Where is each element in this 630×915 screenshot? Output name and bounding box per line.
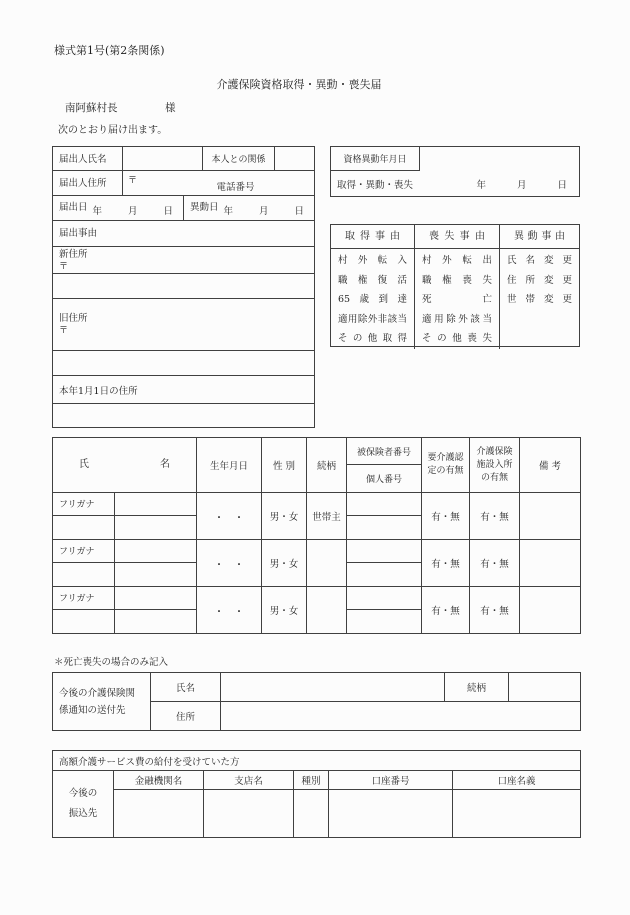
account-number-field — [329, 790, 453, 837]
name-subrow — [53, 563, 196, 586]
care-cert-field: 有・無 — [422, 540, 470, 586]
change-reason-header: 異動事由 — [514, 231, 565, 242]
form-title: 介護保険資格取得・異動・喪失届 — [216, 78, 382, 91]
reason-item: 世帯変更 — [507, 294, 572, 305]
new-address-extra-row — [53, 274, 314, 299]
addressee-name: 南阿蘇村長 — [65, 102, 118, 114]
insured-number-header: 被保険者番号 — [347, 438, 421, 465]
name-field — [115, 610, 196, 633]
furigana-field — [115, 493, 196, 515]
reason-table — [330, 224, 580, 347]
relation-header: 続柄 — [307, 438, 347, 492]
furigana-label: フリガナ — [53, 540, 115, 562]
care-cert-field: 有・無 — [422, 493, 470, 539]
jan1-address-row — [53, 376, 314, 404]
old-address-label: 旧住所 — [59, 312, 88, 324]
facility-field: 有・無 — [470, 587, 520, 633]
facility-field: 有・無 — [470, 493, 520, 539]
applicant-address-label: 届出人住所 — [53, 171, 123, 195]
death-loss-note: ＊死亡喪失の場合のみ記入 — [54, 657, 169, 668]
personal-number-field — [347, 610, 421, 633]
relation-to-person-field — [275, 147, 314, 170]
form-number: 様式第1号(第2条関係) — [54, 44, 165, 57]
relation-field — [307, 587, 347, 633]
sex-field: 男・女 — [262, 587, 307, 633]
facility-header-line: 介護保険 — [476, 446, 513, 457]
care-cert-field: 有・無 — [422, 587, 470, 633]
month-unit: 月 — [516, 179, 527, 191]
remarks-field — [520, 540, 580, 586]
acquisition-reason-list — [331, 249, 415, 349]
account-type-field — [294, 790, 329, 837]
name-left-field — [53, 516, 115, 539]
birth-field: ・ ・ — [197, 587, 262, 633]
year-unit: 年 — [223, 206, 233, 217]
member-name-block — [53, 540, 197, 586]
notice-fields — [151, 673, 580, 730]
bank-value-row — [114, 790, 580, 837]
report-date-cell — [53, 196, 184, 220]
notice-name-field — [221, 673, 445, 701]
bank-table — [52, 750, 581, 838]
applicant-address-field — [123, 171, 314, 195]
member-name-block — [53, 493, 197, 539]
phone-label: 電話番号 — [216, 182, 255, 193]
month-unit: 月 — [258, 206, 269, 217]
reason-item: 職権復活 — [338, 274, 407, 286]
report-reason-label: 届出事由 — [59, 228, 98, 239]
insured-number-field — [347, 587, 421, 610]
name-field — [115, 516, 196, 539]
applicant-address-row — [53, 171, 314, 196]
branch-field — [204, 790, 294, 837]
care-cert-header — [422, 438, 470, 492]
reason-item: 死亡 — [422, 294, 492, 305]
furigana-field — [115, 540, 196, 562]
qualification-date-spacer — [420, 147, 579, 171]
personal-number-field — [347, 563, 421, 586]
facility-field: 有・無 — [470, 540, 520, 586]
account-number-header: 口座番号 — [329, 771, 453, 789]
insured-number-field — [347, 540, 421, 563]
facility-header-line: 施設入所 — [476, 459, 513, 470]
insured-number-field — [347, 493, 421, 516]
number-fields — [347, 493, 422, 539]
old-address-cell — [53, 299, 314, 350]
year-unit: 年 — [476, 179, 486, 191]
move-date-label: 異動日 — [190, 202, 219, 213]
member-row — [53, 493, 580, 540]
name-subrow — [53, 610, 196, 633]
notice-address-field — [221, 702, 580, 730]
number-fields — [347, 540, 422, 586]
jan1-address-label: 本年1月1日の住所 — [59, 385, 138, 397]
furigana-subrow — [53, 587, 196, 610]
qualification-type-label: 取得・異動・喪失 — [337, 179, 414, 191]
name-left-field — [53, 563, 115, 586]
notice-address-label: 住所 — [151, 702, 221, 730]
change-reason-list — [500, 249, 579, 349]
notice-body — [53, 673, 580, 730]
remarks-header: 備 考 — [538, 461, 562, 472]
dates-row — [53, 196, 314, 221]
qualification-type-row — [331, 171, 579, 196]
bank-header-row — [114, 771, 580, 790]
relation-to-person-label: 本人との関係 — [203, 147, 275, 170]
name-header-first: 氏 — [79, 459, 123, 470]
notice-name-label: 氏名 — [151, 673, 221, 701]
day-unit: 日 — [294, 206, 304, 217]
payee-label-line: 今後の — [68, 788, 98, 799]
year-unit: 年 — [92, 206, 102, 217]
reason-item: その他喪失 — [422, 333, 492, 344]
old-address-extra-field — [53, 351, 314, 375]
reason-item: 村外転出 — [422, 255, 492, 266]
new-address-row — [53, 247, 314, 274]
member-header-row — [53, 438, 580, 493]
reason-item: 氏名変更 — [507, 255, 572, 266]
acquisition-reason-header: 取得事由 — [331, 225, 415, 248]
relation-field: 世帯主 — [307, 493, 347, 539]
bank-body — [53, 771, 580, 837]
payee-label — [53, 771, 114, 837]
reason-header-row — [331, 225, 579, 249]
old-address-row — [53, 299, 314, 351]
reason-item: 住所変更 — [507, 274, 572, 286]
applicant-name-label: 届出人氏名 — [53, 147, 123, 170]
qualification-date-label: 資格異動年月日 — [331, 147, 420, 171]
intro-text: 次のとおり届け出ます。 — [58, 125, 168, 136]
sex-header: 性 別 — [262, 438, 307, 492]
number-header — [347, 438, 422, 492]
new-address-cell — [53, 247, 314, 273]
sex-field: 男・女 — [262, 493, 307, 539]
financial-institution-field — [114, 790, 204, 837]
postal-mark: 〒 — [59, 262, 69, 272]
bank-fields — [114, 771, 580, 837]
account-name-header: 口座名義 — [497, 776, 536, 787]
payee-label-line: 振込先 — [68, 808, 98, 819]
birth-field: ・ ・ — [197, 540, 262, 586]
qualification-date-row — [331, 147, 579, 171]
relation-field — [307, 540, 347, 586]
care-cert-header-line: 要介護認 — [427, 453, 464, 463]
new-address-label: 新住所 — [59, 249, 88, 260]
name-header-last: 名 — [160, 459, 170, 470]
postal-mark: 〒 — [128, 176, 138, 186]
notice-table — [52, 672, 581, 731]
reason-body-row — [331, 249, 579, 349]
new-address-extra-field — [53, 274, 314, 298]
report-date-units — [53, 203, 183, 217]
old-address-extra-row — [53, 351, 314, 376]
report-reason-row — [53, 221, 314, 247]
facility-header — [470, 438, 520, 492]
member-name-block — [53, 587, 197, 633]
addressee-honorific: 様 — [165, 102, 176, 114]
jan1-address-field-row — [53, 404, 314, 427]
applicant-name-row — [53, 147, 314, 171]
remarks-field — [520, 587, 580, 633]
applicant-name-field — [123, 147, 203, 170]
reason-item: その他取得 — [338, 333, 407, 344]
birth-header: 生年月日 — [197, 438, 262, 492]
jan1-address-field — [53, 404, 314, 427]
reason-item: 適用除外非該当 — [338, 313, 407, 325]
remarks-field — [520, 493, 580, 539]
member-name-header — [53, 438, 197, 492]
financial-institution-header: 金融機関名 — [114, 771, 204, 789]
month-unit: 月 — [127, 206, 138, 217]
name-field — [115, 563, 196, 586]
qualification-box — [330, 146, 580, 197]
branch-header: 支店名 — [204, 771, 294, 789]
move-date-units — [184, 203, 314, 217]
loss-reason-list — [415, 249, 500, 349]
applicant-table — [52, 146, 315, 428]
notice-recipient-label — [53, 673, 151, 730]
member-row — [53, 587, 580, 633]
member-table — [52, 437, 581, 634]
account-name-field — [453, 790, 580, 837]
postal-mark: 〒 — [59, 325, 69, 336]
name-left-field — [53, 610, 115, 633]
bank-title-row — [53, 751, 580, 771]
account-type-header: 種別 — [294, 771, 329, 789]
furigana-subrow — [53, 493, 196, 516]
notice-relation-field — [509, 673, 580, 701]
notice-address-row — [151, 702, 580, 730]
reason-item: 村外転入 — [338, 255, 407, 266]
personal-number-header: 個人番号 — [365, 475, 402, 485]
notice-recipient-line: 係通知の送付先 — [59, 704, 126, 716]
day-unit: 日 — [163, 206, 173, 217]
member-row — [53, 540, 580, 587]
notice-recipient-line: 今後の介護保険関 — [59, 687, 136, 699]
loss-reason-header: 喪失事由 — [415, 225, 500, 248]
report-date-label: 届出日 — [59, 202, 88, 213]
furigana-field — [115, 587, 196, 609]
qualification-date-units — [476, 177, 579, 191]
notice-name-row — [151, 673, 580, 702]
furigana-subrow — [53, 540, 196, 563]
notice-relation-label: 続柄 — [445, 673, 509, 701]
bank-title: 高額介護サービス費の給付を受けていた方 — [59, 757, 240, 768]
sex-field: 男・女 — [262, 540, 307, 586]
facility-header-line: の有無 — [480, 472, 508, 483]
personal-number-field — [347, 516, 421, 539]
furigana-label: フリガナ — [53, 493, 115, 515]
reason-item: 職権喪失 — [422, 274, 492, 286]
reason-item: 65歳到達 — [338, 294, 407, 305]
day-unit: 日 — [557, 179, 567, 191]
birth-field: ・ ・ — [197, 493, 262, 539]
furigana-label: フリガナ — [53, 587, 115, 609]
reason-item: 適用除外該当 — [422, 313, 492, 325]
care-cert-header-line: 定の有無 — [427, 466, 464, 476]
number-fields — [347, 587, 422, 633]
qualification-type-cell — [331, 171, 579, 196]
name-subrow — [53, 516, 196, 539]
addressee-line — [65, 100, 176, 115]
move-date-cell — [184, 196, 314, 220]
